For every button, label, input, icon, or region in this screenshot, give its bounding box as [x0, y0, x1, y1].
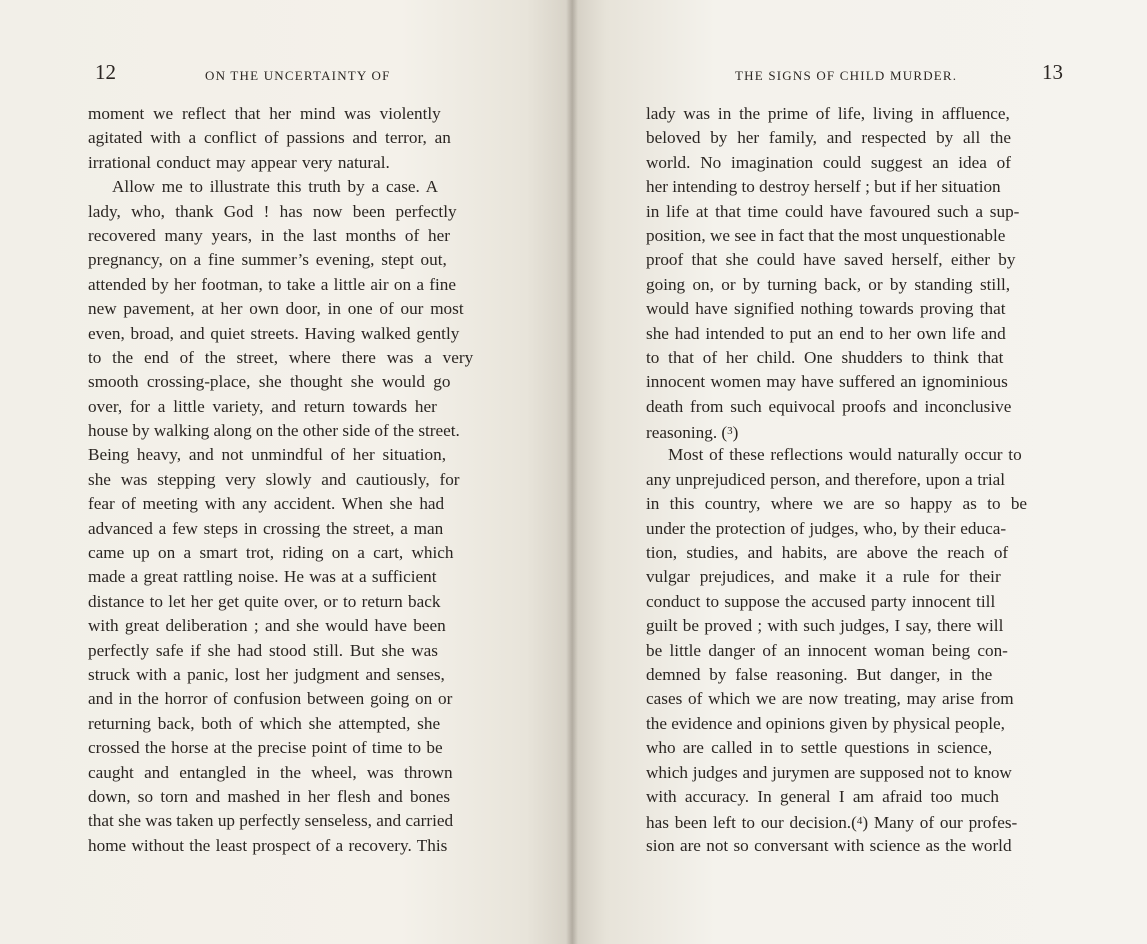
text-line: in this country, where we are so happy as to be — [646, 494, 1028, 514]
text-line: death from such equivocal proofs and inconclusive — [646, 396, 1012, 416]
text-line: struck with a panic, lost her judgment and senses, — [88, 664, 445, 684]
text-line: came up on a smart trot, riding on a cart, which — [88, 543, 454, 563]
right-page — [572, 0, 1147, 944]
text-line: smooth crossing-place, she thought she would go — [88, 372, 451, 392]
text-line: returning back, both of which she attempted, she — [88, 713, 441, 733]
text-line: her intending to destroy herself ; but if her situation — [646, 177, 1001, 197]
text-line: she had intended to put an end to her own life and — [646, 323, 1006, 343]
text-line: home without the least prospect of a recovery. This — [88, 835, 448, 855]
text-line: advanced a few steps in crossing the street, a man — [88, 518, 444, 538]
text-line: be little danger of an innocent woman being con- — [646, 640, 1008, 660]
text-line: over, for a little variety, and return towards her — [88, 396, 437, 416]
text-line: guilt be proved ; with such judges, I say, there will — [646, 616, 1004, 636]
text-line: distance to let her get quite over, or to return back — [88, 591, 441, 611]
text-line: has been left to our decision.($^4$) Many of our profes- — [646, 813, 1018, 833]
text-line: and in the horror of confusion between going on or — [88, 689, 453, 709]
text-line: to that of her child. One shudders to think that — [646, 347, 1004, 367]
text-line: world. No imagination could suggest an idea of — [646, 152, 1011, 172]
left-page-header — [95, 60, 515, 88]
text-line: tion, studies, and habits, are above the reach of — [646, 543, 1009, 563]
text-line: house by walking along on the other side of the street. — [88, 421, 460, 441]
text-line: would have signified nothing towards proving that — [646, 299, 1006, 319]
text-line: lady was in the prime of life, living in affluence, — [646, 104, 1010, 123]
left-page-text — [88, 102, 473, 858]
text-line: any unprejudiced person, and therefore, upon a trial — [646, 469, 1006, 489]
page-number: 12 — [95, 60, 116, 84]
text-line: made a great rattling noise. He was at a sufficient — [88, 567, 437, 587]
text-line: proof that she could have saved herself, either by — [646, 250, 1016, 270]
left-page — [0, 0, 572, 944]
text-line: new pavement, at her own door, in one of our most — [88, 299, 464, 319]
text-line: crossed the horse at the precise point of time to be — [88, 738, 443, 758]
text-line: who are called in to settle questions in science, — [646, 738, 993, 758]
text-line: down, so torn and mashed in her flesh and bones — [88, 786, 451, 806]
text-line: perfectly safe if she had stood still. But she was — [88, 640, 438, 660]
text-line: under the protection of judges, who, by their educa- — [646, 518, 1007, 538]
text-line: lady, who, thank God ! has now been perfectly — [88, 201, 457, 221]
text-line: caught and entangled in the wheel, was thrown — [88, 762, 453, 782]
footnote-ref: 4 — [856, 815, 863, 828]
text-line: conduct to suppose the accused party innocent till — [646, 591, 996, 611]
text-line: demned by false reasoning. But danger, in the — [646, 664, 993, 684]
text-line: in life at that time could have favoured such a sup- — [646, 201, 1020, 221]
right-page-header — [642, 60, 1072, 88]
text-line: moment we reflect that her mind was violently — [88, 104, 441, 123]
text-line: Being heavy, and not unmindful of her situation, — [88, 445, 447, 465]
text-line: even, broad, and quiet streets. Having walked gently — [88, 323, 460, 343]
right-page-text — [646, 102, 1027, 858]
text-line: agitated with a conflict of passions and terror, an — [88, 128, 451, 148]
text-line: which judges and jurymen are supposed not to know — [646, 762, 1012, 782]
text-line: cases of which we are now treating, may arise from — [646, 689, 1014, 709]
book-gutter — [566, 0, 578, 944]
text-line: Most of these reflections would naturally occur to — [668, 445, 1022, 465]
text-line: going on, or by turning back, or by standing still, — [646, 274, 1011, 294]
footnote-ref: 3 — [727, 425, 733, 438]
text-line: recovered many years, in the last months of her — [88, 225, 450, 245]
text-line: innocent women may have suffered an ignominious — [646, 372, 1008, 392]
text-line: fear of meeting with any accident. When she had — [88, 494, 445, 514]
text-line: sion are not so conversant with science as the world — [646, 835, 1012, 855]
text-line: pregnancy, on a fine summer’s evening, stept out, — [88, 250, 447, 270]
text-line: with accuracy. In general I am afraid too much — [646, 786, 999, 806]
text-line: with great deliberation ; and she would have been — [88, 616, 446, 636]
text-line: beloved by her family, and respected by all the — [646, 128, 1012, 148]
text-line: the evidence and opinions given by physical people, — [646, 713, 1005, 733]
text-line: vulgar prejudices, and make it a rule for their — [646, 567, 1001, 587]
text-line: she was stepping very slowly and cautiously, for — [88, 469, 460, 489]
running-head: ON THE UNCERTAINTY OF — [205, 68, 391, 83]
text-line: that she was taken up perfectly senseless, and carried — [88, 811, 454, 831]
text-line: position, we see in fact that the most unquestionable — [646, 225, 1006, 245]
text-line: irrational conduct may appear very natural. — [88, 152, 390, 172]
text-line: Allow me to illustrate this truth by a case. A — [112, 177, 439, 197]
text-line: attended by her footman, to take a little air on a fine — [88, 274, 456, 294]
text-line: reasoning. ($^3$) — [646, 423, 739, 443]
text-line: to the end of the street, where there was a very — [88, 347, 474, 367]
page-number: 13 — [1042, 60, 1063, 84]
running-head: THE SIGNS OF CHILD MURDER. — [735, 68, 958, 83]
